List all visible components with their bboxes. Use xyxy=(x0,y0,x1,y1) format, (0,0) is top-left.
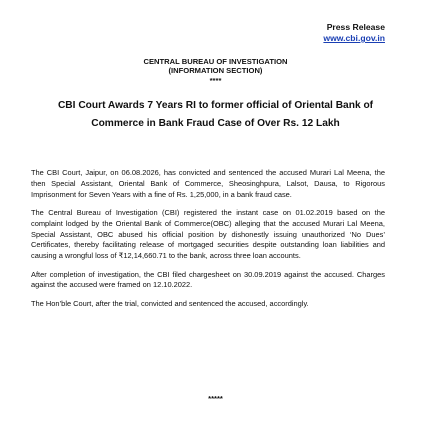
body-paragraph-4: The Hon’ble Court, after the trial, convicted and sentenced the accused, accordingly. xyxy=(31,298,309,308)
press-release-label: Press Release xyxy=(326,22,385,32)
press-release-headline xyxy=(34,97,397,133)
headline-line-2: Commerce in Bank Fraud Case of Over Rs. 12 Lakh xyxy=(91,118,340,129)
end-mark: ***** xyxy=(208,394,223,403)
body-paragraph-1: The CBI Court, Jaipur, on 06.08.2026, has convicted and sentenced the accused Murari Lal Meena, the then Special Assistant, Oriental Bank of Commerce, Sheosinghpura, Lalsot, Dausa, to Rigorous Imprisonment for Seven Years with a fine of Rs. 1,25,000, in a bank fraud case. xyxy=(31,168,385,199)
press-release-header xyxy=(323,22,385,44)
header-divider: **** xyxy=(209,75,222,85)
body-paragraph-3: After completion of investigation, the CBI filed chargesheet on 30.09.2019 against the accused. Charges against the accused were framed on 12.10.2022. xyxy=(31,269,385,290)
body-paragraph-2: The Central Bureau of Investigation (CBI) registered the instant case on 01.02.2019 based on the complaint lodged by the Oriental Bank of Commerce(OBC) alleging that the accused Murari Lal Meena, Special Assistant, OBC abused his official position by dishonestly issuing unauthorized ‘No Dues’ Certificates, thereby facilitating release of mortgaged securities despite outstanding loan liabilities and causing a wrongful loss of ₹12,14,660.71 to the bank, across three loan accounts. xyxy=(31,207,385,261)
website-link[interactable]: www.cbi.gov.in xyxy=(323,33,385,43)
press-release-body xyxy=(31,168,385,317)
organization-block xyxy=(0,57,431,85)
organization-name: CENTRAL BUREAU OF INVESTIGATION xyxy=(143,57,288,66)
organization-section: (INFORMATION SECTION) xyxy=(168,66,263,76)
headline-line-1: CBI Court Awards 7 Years RI to former official of Oriental Bank of xyxy=(57,100,374,111)
